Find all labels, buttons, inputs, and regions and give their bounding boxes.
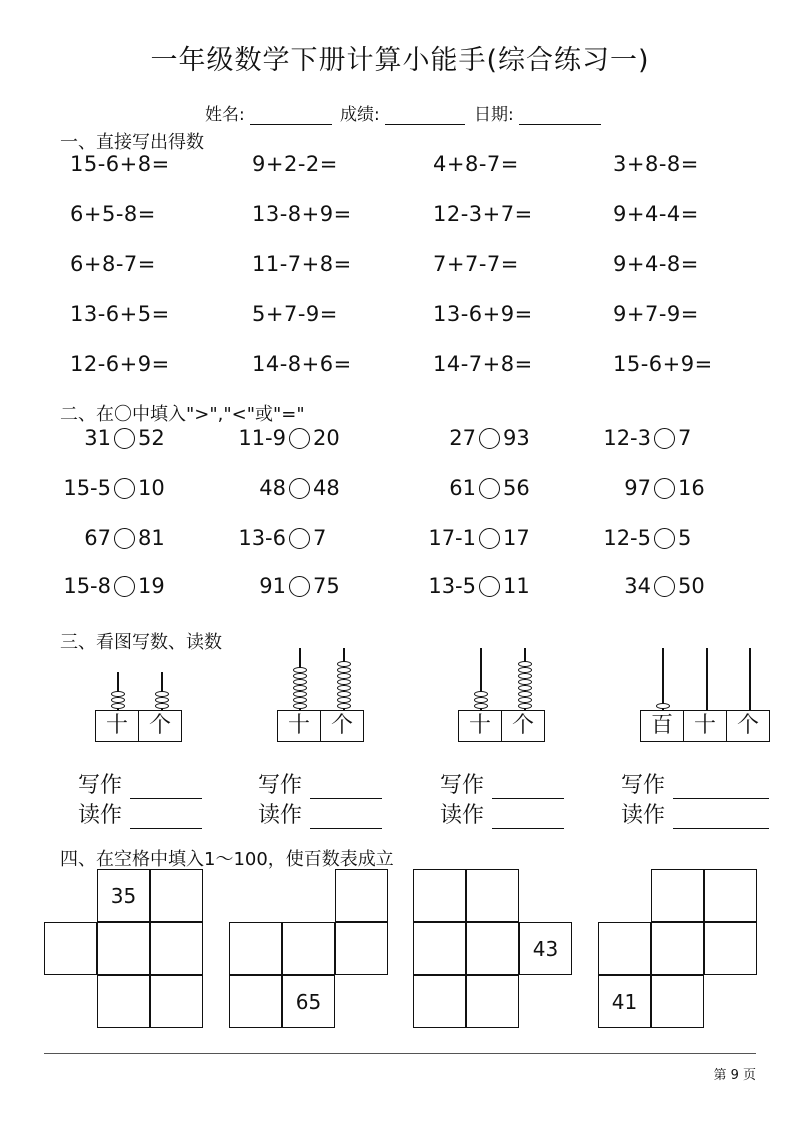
problem-item: 4+8-7=	[433, 152, 519, 176]
answer-circle[interactable]	[479, 478, 500, 499]
grid-cell-blank[interactable]	[651, 922, 704, 975]
read-row	[78, 798, 202, 829]
comparison-left: 31	[84, 426, 111, 450]
comparison-item	[259, 574, 339, 598]
problem-item: 15-6+9=	[613, 352, 713, 376]
abacus-bead	[155, 697, 169, 703]
comparison-right: 81	[138, 526, 165, 550]
abacus-bead	[518, 673, 532, 679]
place-label-ones: 个	[330, 713, 353, 738]
abacus-bead	[474, 697, 488, 703]
abacus-bead	[293, 673, 307, 679]
comparison-right: 11	[503, 574, 530, 598]
comparison-right: 16	[678, 476, 705, 500]
abacus-bead	[518, 679, 532, 685]
abacus-bead	[474, 703, 488, 709]
comparison-item	[624, 476, 704, 500]
abacus-bead	[155, 703, 169, 709]
comparison-item	[428, 574, 529, 598]
abacus-bead	[518, 685, 532, 691]
abacus-bead	[518, 661, 532, 667]
comparison-item	[624, 574, 704, 598]
read-row-label: 读作	[78, 803, 123, 828]
problem-item: 3+8-8=	[613, 152, 699, 176]
info-date	[474, 100, 601, 125]
comparison-right: 52	[138, 426, 165, 450]
comparison-right: 7	[313, 526, 327, 550]
answer-circle[interactable]	[114, 428, 135, 449]
grid-cell-blank[interactable]	[413, 922, 466, 975]
abacus-bead	[656, 703, 670, 709]
comparison-item	[63, 476, 164, 500]
comparison-right: 19	[138, 574, 165, 598]
read-row	[440, 798, 564, 829]
write-row	[440, 768, 564, 799]
grid-cell-blank[interactable]	[150, 975, 203, 1028]
abacus-bead	[518, 691, 532, 697]
comparison-left: 12-3	[603, 426, 651, 450]
comparison-right: 75	[313, 574, 340, 598]
abacus-bead	[337, 703, 351, 709]
abacus-bead	[337, 697, 351, 703]
write-row	[78, 768, 202, 799]
comparison-left: 13-5	[428, 574, 476, 598]
comparison-left: 34	[624, 574, 651, 598]
answer-circle[interactable]	[289, 528, 310, 549]
grid-cell-blank[interactable]	[44, 922, 97, 975]
name-blank[interactable]	[250, 108, 332, 125]
comparison-left: 27	[449, 426, 476, 450]
abacus-rod	[662, 648, 664, 710]
comparison-right: 48	[313, 476, 340, 500]
answer-circle[interactable]	[479, 428, 500, 449]
comparison-left: 61	[449, 476, 476, 500]
write-row-blank[interactable]	[310, 778, 382, 799]
place-label-tens: 十	[96, 711, 139, 741]
abacus-bead	[111, 691, 125, 697]
problem-item: 9+4-4=	[613, 202, 699, 226]
answer-circle[interactable]	[479, 576, 500, 597]
problem-item: 14-7+8=	[433, 352, 533, 376]
problem-item: 7+7-7=	[433, 252, 519, 276]
comparison-left: 15-8	[63, 574, 111, 598]
grid-cell-blank[interactable]	[335, 869, 388, 922]
grid-cell-blank[interactable]	[97, 922, 150, 975]
problem-item: 6+5-8=	[70, 202, 156, 226]
answer-circle[interactable]	[654, 478, 675, 499]
grid-cell-given: 41	[598, 975, 651, 1028]
date-label: 日期:	[474, 105, 514, 125]
grid-cell-blank[interactable]	[335, 922, 388, 975]
abacus-rod	[706, 648, 708, 710]
grid-cell-blank[interactable]	[651, 869, 704, 922]
answer-circle[interactable]	[289, 478, 310, 499]
comparison-left: 11-9	[238, 426, 286, 450]
grid-cell-blank[interactable]	[466, 922, 519, 975]
comparison-right: 17	[503, 526, 530, 550]
grid-cell-blank[interactable]	[413, 869, 466, 922]
abacus-bead	[474, 691, 488, 697]
abacus-bead	[337, 691, 351, 697]
name-label: 姓名:	[205, 105, 245, 125]
read-row-label: 读作	[258, 803, 303, 828]
place-label-tens: 十	[278, 711, 321, 741]
comparison-item	[603, 526, 691, 550]
comparison-right: 10	[138, 476, 165, 500]
grid-cell-blank[interactable]	[598, 922, 651, 975]
abacus-bead	[518, 697, 532, 703]
comparison-right: 56	[503, 476, 530, 500]
place-label-ones: 个	[511, 713, 534, 738]
problem-item: 13-6+5=	[70, 302, 170, 326]
grid-cell-blank[interactable]	[150, 922, 203, 975]
abacus-rod	[749, 648, 751, 710]
grid-cell-blank[interactable]	[150, 869, 203, 922]
comparison-item	[63, 574, 164, 598]
abacus-bead	[337, 667, 351, 673]
answer-circle[interactable]	[654, 528, 675, 549]
problem-item: 9+4-8=	[613, 252, 699, 276]
read-row	[621, 798, 769, 829]
grid-cell-blank[interactable]	[704, 922, 757, 975]
place-label-tens: 十	[459, 711, 502, 741]
grid-cell-given: 65	[282, 975, 335, 1028]
comparison-item	[84, 426, 164, 450]
abacus-bead	[518, 703, 532, 709]
abacus-bead	[337, 685, 351, 691]
write-row-blank[interactable]	[673, 778, 769, 799]
write-row	[258, 768, 382, 799]
abacus-bead	[293, 703, 307, 709]
page-number: 第 9 页	[713, 1068, 756, 1083]
section3-title: 三、看图写数、读数	[60, 632, 222, 653]
abacus-bead	[293, 697, 307, 703]
abacus-bead	[293, 679, 307, 685]
write-row-blank[interactable]	[130, 778, 202, 799]
comparison-item	[603, 426, 691, 450]
abacus-bead	[337, 661, 351, 667]
abacus-bead	[518, 667, 532, 673]
write-row-blank[interactable]	[492, 778, 564, 799]
answer-circle[interactable]	[479, 528, 500, 549]
comparison-left: 15-5	[63, 476, 111, 500]
abacus-place-box	[95, 710, 182, 742]
comparison-left: 13-6	[238, 526, 286, 550]
place-label-ones: 个	[736, 713, 759, 738]
comparison-left: 12-5	[603, 526, 651, 550]
comparison-right: 93	[503, 426, 530, 450]
write-row-label: 写作	[621, 773, 666, 798]
problem-item: 11-7+8=	[252, 252, 352, 276]
read-row-blank[interactable]	[310, 808, 382, 829]
read-row	[258, 798, 382, 829]
grid-cell-blank[interactable]	[282, 922, 335, 975]
comparison-left: 91	[259, 574, 286, 598]
comparison-item	[259, 476, 339, 500]
answer-circle[interactable]	[289, 576, 310, 597]
abacus-bead	[293, 667, 307, 673]
comparison-right: 50	[678, 574, 705, 598]
abacus-place-box	[640, 710, 770, 742]
grid-cell-blank[interactable]	[651, 975, 704, 1028]
comparison-item	[428, 526, 529, 550]
abacus-bead	[337, 679, 351, 685]
grid-cell-blank[interactable]	[229, 922, 282, 975]
section2-title: 二、在〇中填入">","<"或"="	[60, 404, 305, 425]
date-blank[interactable]	[519, 108, 601, 125]
section1-title: 一、直接写出得数	[60, 132, 204, 153]
abacus-bead	[155, 691, 169, 697]
grid-cell-given: 43	[519, 922, 572, 975]
read-row-label: 读作	[621, 803, 666, 828]
comparison-right: 7	[678, 426, 692, 450]
answer-circle[interactable]	[654, 576, 675, 597]
read-row-label: 读作	[440, 803, 485, 828]
grid-cell-blank[interactable]	[704, 869, 757, 922]
abacus-bead	[337, 673, 351, 679]
info-name	[205, 100, 332, 125]
problem-item: 13-8+9=	[252, 202, 352, 226]
write-row-label: 写作	[258, 773, 303, 798]
problem-item: 13-6+9=	[433, 302, 533, 326]
problem-item: 14-8+6=	[252, 352, 352, 376]
write-row	[621, 768, 769, 799]
problem-item: 12-6+9=	[70, 352, 170, 376]
place-label-ones: 个	[148, 713, 171, 738]
answer-circle[interactable]	[114, 478, 135, 499]
comparison-item	[84, 526, 164, 550]
grid-cell-blank[interactable]	[229, 975, 282, 1028]
comparison-left: 48	[259, 476, 286, 500]
problem-item: 6+8-7=	[70, 252, 156, 276]
problem-item: 12-3+7=	[433, 202, 533, 226]
grid-cell-blank[interactable]	[97, 975, 150, 1028]
read-row-blank[interactable]	[130, 808, 202, 829]
comparison-item	[449, 476, 529, 500]
comparison-right: 20	[313, 426, 340, 450]
abacus-place-box	[277, 710, 364, 742]
answer-circle[interactable]	[114, 528, 135, 549]
problem-item: 9+7-9=	[613, 302, 699, 326]
comparison-item	[449, 426, 529, 450]
abacus-bead	[293, 691, 307, 697]
answer-circle[interactable]	[654, 428, 675, 449]
write-row-label: 写作	[78, 773, 123, 798]
grid-cell-blank[interactable]	[413, 975, 466, 1028]
place-label-tens: 十	[684, 711, 727, 741]
comparison-left: 97	[624, 476, 651, 500]
problem-item: 9+2-2=	[252, 152, 338, 176]
comparison-item	[238, 526, 326, 550]
abacus-bead	[293, 685, 307, 691]
comparison-left: 67	[84, 526, 111, 550]
write-row-label: 写作	[440, 773, 485, 798]
grid-cell-given: 35	[97, 869, 150, 922]
score-blank[interactable]	[385, 108, 465, 125]
grid-cell-blank[interactable]	[466, 975, 519, 1028]
abacus-place-box	[458, 710, 545, 742]
page-title: 一年级数学下册计算小能手(综合练习一)	[150, 45, 650, 76]
comparison-left: 17-1	[428, 526, 476, 550]
score-label: 成绩:	[340, 105, 380, 125]
comparison-item	[238, 426, 339, 450]
abacus-bead	[111, 697, 125, 703]
section4-title: 四、在空格中填入1～100，使百数表成立	[60, 849, 394, 870]
read-row-blank[interactable]	[673, 808, 769, 829]
grid-cell-blank[interactable]	[466, 869, 519, 922]
read-row-blank[interactable]	[492, 808, 564, 829]
info-score	[340, 100, 465, 125]
problem-item: 5+7-9=	[252, 302, 338, 326]
abacus-bead	[111, 703, 125, 709]
answer-circle[interactable]	[114, 576, 135, 597]
comparison-right: 5	[678, 526, 692, 550]
problem-item: 15-6+8=	[70, 152, 170, 176]
footer-divider	[44, 1053, 756, 1054]
place-label-hundreds: 百	[641, 711, 684, 741]
answer-circle[interactable]	[289, 428, 310, 449]
